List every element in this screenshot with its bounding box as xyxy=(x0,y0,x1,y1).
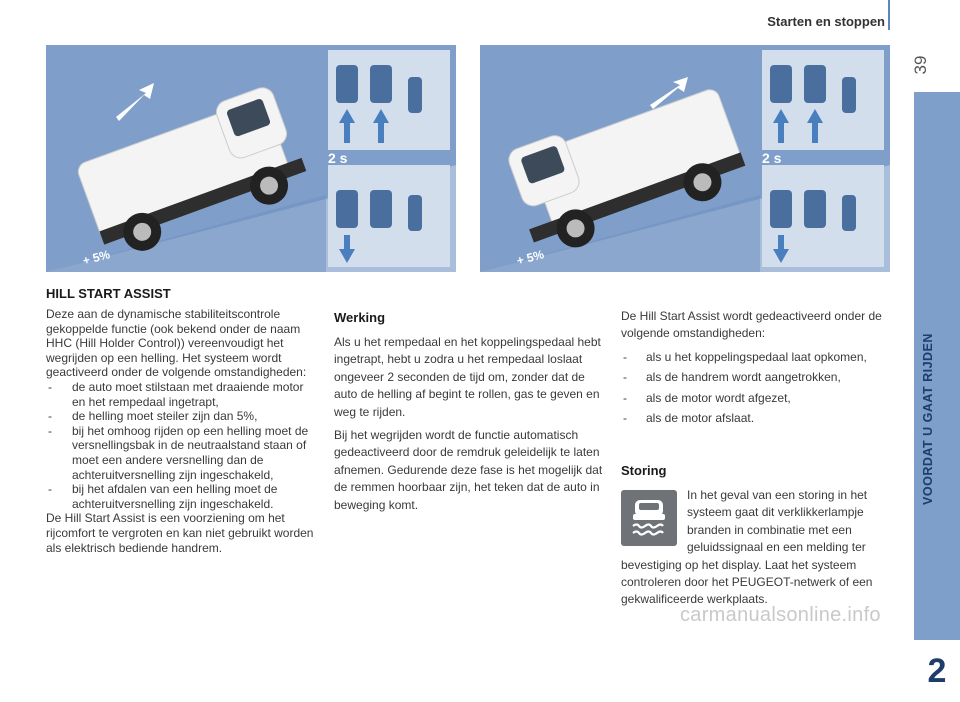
slope-label-right: + 5% xyxy=(515,247,546,268)
storing-paragraph: In het geval van een storing in het systeem gaat dit verklikkerlampje branden in combinatie met een geluidssignaal en een melding ter bevestiging op het display. Laat het systeem controleren door het PEUGEOT-netwerk of een gekwalificeerde werkplaats. xyxy=(621,488,873,607)
illustration-van-uphill-reverse xyxy=(480,45,890,272)
chapter-side-tab xyxy=(914,92,960,690)
list-item: - bij het afdalen van een helling moet de achteruitversnelling zijn ingeschakeld. xyxy=(46,482,318,511)
header-divider xyxy=(888,0,890,30)
list-item: - als de motor wordt afgezet, xyxy=(621,390,896,407)
deactivation-conditions-list xyxy=(621,349,896,428)
time-label-right: 2 s xyxy=(762,150,782,166)
list-item: - bij het omhoog rijden op een helling moet de versnellingsbak in de neutraalstand staan of moet een andere versnelling dan de achteruitversnelling zijn ingeschakeld, xyxy=(46,424,318,482)
illustration-van-uphill-forward xyxy=(46,45,456,272)
section-title: Starten en stoppen xyxy=(767,14,885,29)
watermark: carmanualsonline.info xyxy=(680,604,881,626)
werking-paragraph-2: Bij het wegrijden wordt de functie automatisch gedeactiveerd door de remdruk geleidelijk te laten afnemen. Gedurende deze fase is het mogelijk dat de remmen hoorbaar zijn, het teken dat de auto in beweging komt. xyxy=(334,428,603,512)
page-number: 39 xyxy=(911,55,930,75)
time-label-left: 2 s xyxy=(328,150,348,166)
section-heading-hill-start-assist: HILL START ASSIST xyxy=(46,286,171,301)
deactivation-intro: De Hill Start Assist wordt gedeactiveerd onder de volgende omstandigheden: xyxy=(621,309,882,341)
list-item: - de helling moet steiler zijn dan 5%, xyxy=(46,409,318,424)
werking-text xyxy=(334,334,604,520)
chapter-title: VOORDAT U GAAT RIJDEN xyxy=(921,333,935,505)
storing-description xyxy=(621,487,895,609)
werking-paragraph-1: Als u het rempedaal en het koppelingspedaal hebt ingetrapt, hebt u zodra u het rempedaal loslaat ongeveer 2 seconden de tijd om, zonder dat de auto de helling af begint te rollen, gas te geven en weg te rijden. xyxy=(334,335,601,419)
slope-label-left: + 5% xyxy=(81,247,112,268)
hill-start-outro: De Hill Start Assist is een voorziening om het rijcomfort te vergroten en kan niet gebruikt worden als elektrisch bediende handrem. xyxy=(46,511,314,555)
section-heading-werking: Werking xyxy=(334,310,386,325)
list-item: - als u het koppelingspedaal laat opkomen, xyxy=(621,349,896,366)
hill-start-intro: Deze aan de dynamische stabiliteitscontrole gekoppelde functie (ook bekend onder de naam HHC (Hill Holder Control)) vereenvoudigt het wegrijden op een helling. Het systeem wordt geactiveerd onder de volgende omstandigheden: xyxy=(46,307,307,380)
hill-start-description xyxy=(46,307,318,555)
chapter-number: 2 xyxy=(927,652,947,690)
list-item: - als de motor afslaat. xyxy=(621,410,896,427)
list-item: - de auto moet stilstaan met draaiende motor en het rempedaal ingetrapt, xyxy=(46,380,318,409)
list-item: - als de handrem wordt aangetrokken, xyxy=(621,369,896,386)
deactivation-text xyxy=(621,308,896,430)
section-heading-storing: Storing xyxy=(621,463,667,478)
activation-conditions-list xyxy=(46,380,318,511)
